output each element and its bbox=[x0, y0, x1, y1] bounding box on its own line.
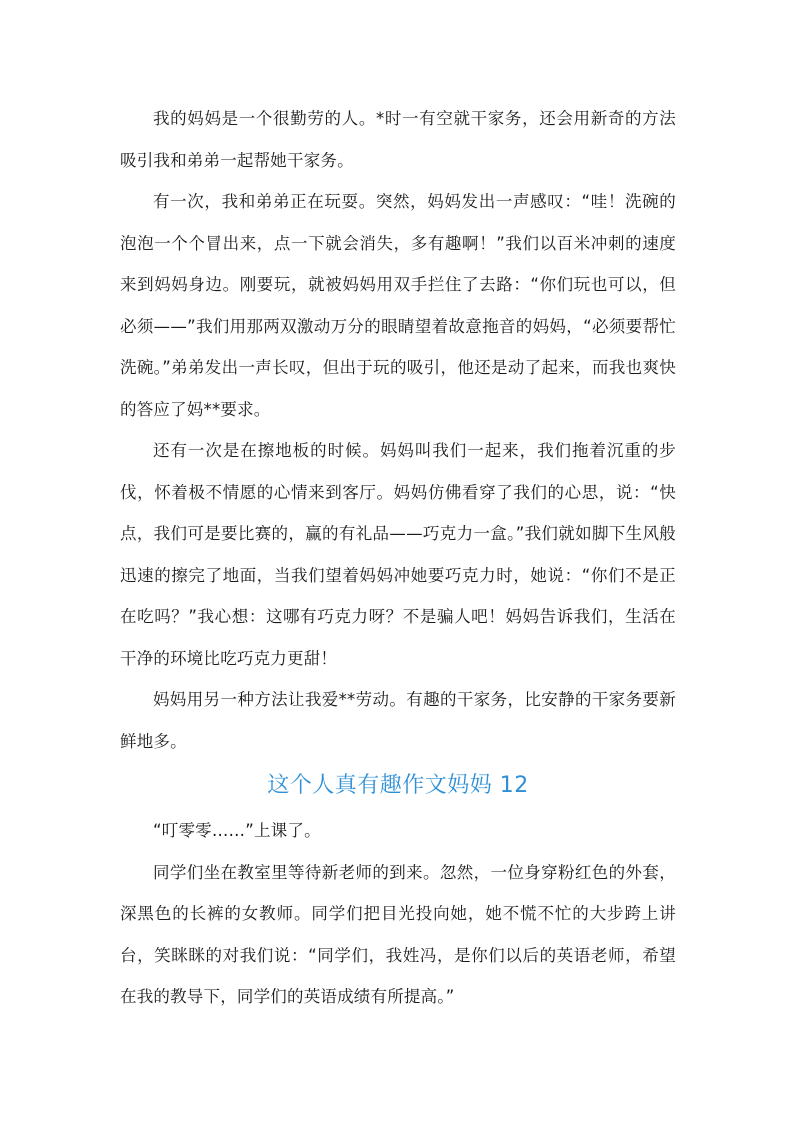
paragraph: “叮零零……”上课了。 bbox=[153, 821, 321, 840]
paragraph: 有一次，我和弟弟正在玩耍。突然，妈妈发出一声感叹：“哇！洗碗的泡泡一个个冒出来，点一下就会消失，多有趣啊！”我们以百米冲刺的速度来到妈妈身边。刚要玩，就被妈妈用双手拦住了去路：“你们玩也可以，但必须——”我们用那两双激动万分的眼睛望着故意拖音的妈妈，“必须要帮忙洗碗。”弟弟发出一声长叹，但出于玩的吸引，他还是动了起来，而我也爽快的答应了妈**要求。 bbox=[120, 192, 676, 419]
section-heading: 这个人真有趣作文妈妈 12 bbox=[267, 773, 529, 798]
paragraph: 同学们坐在教室里等待新老师的到来。忽然，一位身穿粉红色的外套，深黑色的长裤的女教师。同学们把目光投向她，她不慌不忙的大步跨上讲台，笑眯眯的对我们说：“同学们，我姓冯，是你们以后的英语老师，希望在我的教导下，同学们的英语成绩有所提高。” bbox=[120, 862, 676, 1006]
paragraph: 我的妈妈是一个很勤劳的人。*时一有空就干家务，还会用新奇的方法吸引我和弟弟一起帮她干家务。 bbox=[120, 109, 676, 170]
paragraph: 还有一次是在擦地板的时候。妈妈叫我们一起来，我们拖着沉重的步伐，怀着极不情愿的心情来到客厅。妈妈仿佛看穿了我们的心思，说：“快点，我们可是要比赛的，赢的有礼品——巧克力一盒。”我们就如脚下生风般迅速的擦完了地面，当我们望着妈妈冲她要巧克力时，她说：“你们不是正在吃吗？”我心想：这哪有巧克力呀？不是骗人吧！妈妈告诉我们，生活在干净的环境比吃巧克力更甜！ bbox=[120, 441, 676, 668]
document-body bbox=[120, 98, 676, 1018]
paragraph: 妈妈用另一种方法让我爱**劳动。有趣的干家务，比安静的干家务要新鲜地多。 bbox=[120, 690, 676, 751]
